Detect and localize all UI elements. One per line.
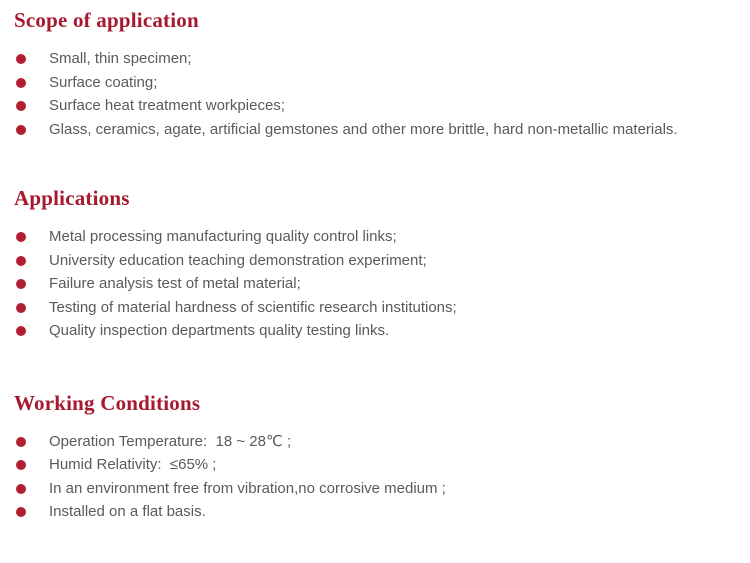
- bullet-icon: [16, 78, 26, 88]
- list-item: [14, 118, 740, 142]
- section-working-conditions: [14, 391, 740, 524]
- list-item-text: Surface heat treatment workpieces;: [49, 97, 285, 114]
- section-applications: [14, 186, 740, 343]
- section-heading-scope-of-application: Scope of application: [14, 8, 199, 32]
- bullet-icon: [16, 460, 26, 470]
- bullet-icon: [16, 326, 26, 336]
- list-item: [14, 500, 740, 524]
- bullet-icon: [16, 125, 26, 135]
- list-item: [14, 430, 740, 454]
- section-heading-applications: Applications: [14, 186, 130, 210]
- bullet-icon: [16, 54, 26, 64]
- applications-list: [14, 225, 740, 343]
- bullet-icon: [16, 303, 26, 313]
- working-conditions-list: [14, 430, 740, 524]
- section-scope-of-application: [14, 8, 740, 141]
- list-item: [14, 319, 740, 343]
- list-item: [14, 249, 740, 273]
- list-item: [14, 225, 740, 249]
- scope-of-application-list: [14, 47, 740, 141]
- list-item-text: Installed on a flat basis.: [49, 503, 206, 520]
- list-item-text: Glass, ceramics, agate, artificial gemstones and other more brittle, hard non-metallic materials.: [49, 120, 678, 138]
- bullet-icon: [16, 232, 26, 242]
- list-item: [14, 272, 740, 296]
- list-item-text: Testing of material hardness of scientific research institutions;: [49, 298, 457, 316]
- bullet-icon: [16, 256, 26, 266]
- list-item-text: Failure analysis test of metal material;: [49, 275, 301, 292]
- bullet-icon: [16, 437, 26, 447]
- list-item-text: In an environment free from vibration,no corrosive medium ;: [49, 479, 446, 497]
- list-item-text: Humid Relativity: ≤65% ;: [49, 456, 217, 473]
- list-item: [14, 94, 740, 118]
- list-item-text: Metal processing manufacturing quality control links;: [49, 228, 397, 245]
- bullet-icon: [16, 507, 26, 517]
- bullet-icon: [16, 101, 26, 111]
- list-item: [14, 296, 740, 320]
- list-item: [14, 47, 740, 71]
- list-item-text: Surface coating;: [49, 73, 158, 91]
- list-item-text: Quality inspection departments quality testing links.: [49, 322, 390, 339]
- list-item-text: University education teaching demonstration experiment;: [49, 251, 427, 269]
- list-item-text: Small, thin specimen;: [49, 50, 192, 67]
- section-heading-working-conditions: Working Conditions: [14, 390, 201, 415]
- list-item-text: Operation Temperature: 18 ~ 28℃ ;: [49, 432, 292, 450]
- bullet-icon: [16, 279, 26, 289]
- list-item: [14, 71, 740, 95]
- bullet-icon: [16, 484, 26, 494]
- list-item: [14, 477, 740, 501]
- list-item: [14, 453, 740, 477]
